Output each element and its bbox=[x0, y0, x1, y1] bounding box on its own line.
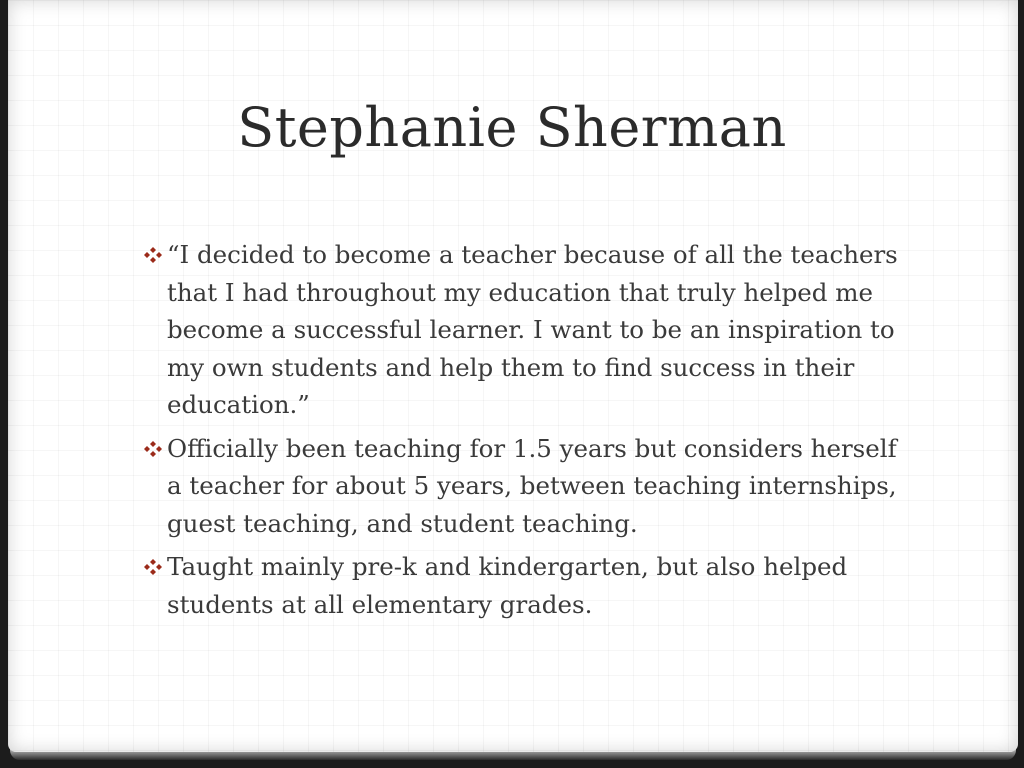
bullet-item bbox=[143, 430, 913, 543]
bullet-item bbox=[143, 548, 913, 623]
bullet-text: Officially been teaching for 1.5 years but considers herself a teacher for about 5 years, between teaching internships, guest teaching, and student teaching. bbox=[167, 433, 897, 538]
bullet-text: Taught mainly pre-k and kindergarten, but also helped students at all elementary grades. bbox=[167, 552, 848, 619]
slide-title: Stephanie Sherman bbox=[237, 96, 787, 159]
four-diamond-bullet-icon bbox=[143, 559, 163, 575]
bullet-text: “I decided to become a teacher because of all the teachers that I had throughout my education that truly helped me become a successful learner. I want to be an inspiration to my own students and help them to find success in their education.” bbox=[167, 240, 898, 419]
four-diamond-bullet-icon bbox=[143, 247, 163, 263]
four-diamond-bullet-icon bbox=[143, 441, 163, 457]
bullet-list bbox=[143, 236, 913, 629]
bullet-item bbox=[143, 236, 913, 424]
